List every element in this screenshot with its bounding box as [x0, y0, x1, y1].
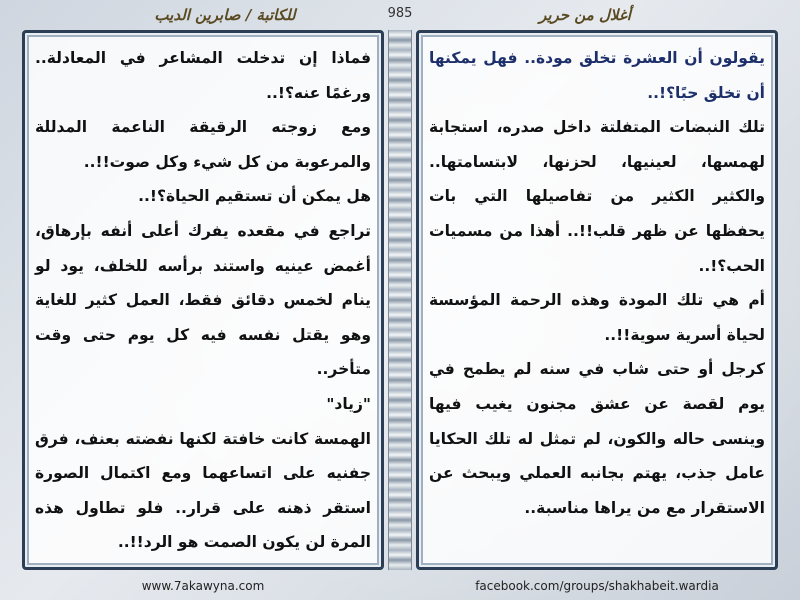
- author-header: للكاتبة / صابرين الديب: [154, 6, 296, 24]
- left-text-block: [35, 41, 371, 560]
- right-text-block: [429, 41, 765, 525]
- paragraph: ومع زوجته الرقيقة الناعمة المدللة والمرعوبة من كل شيء وكل صوت!!..: [35, 118, 371, 171]
- paragraph: أم هي تلك المودة وهذه الرحمة المؤسسة لحياة أسرية سوية!!..: [429, 291, 765, 344]
- paragraph: تراجع في مقعده يفرك أعلى أنفه بإرهاق، أغمض عينيه واستند برأسه للخلف، يود لو ينام لخمس دقائق فقط، العمل كثير للغاية وهو يقتل نفسه فيه كل يوم حتى وقت متأخر..: [35, 221, 371, 379]
- paragraph: فماذا إن تدخلت المشاعر في المعادلة.. ورغمًا عنه؟!..: [35, 49, 371, 102]
- paragraph: كرجل أو حتى شاب في سنه لم يطمح في يوم لقصة عن عشق مجنون يغيب فيها وينسى حاله والكون، لم تمثل له تلك الحكايا عامل جذب، يهتم بجانبه العملي ويبحث عن الاستقرار مع من يراها مناسبة..: [429, 360, 765, 517]
- paragraph-highlight: يقولون أن العشرة تخلق مودة.. فهل يمكنها أن تخلق حبًا؟!..: [429, 49, 765, 102]
- right-text-panel: [416, 30, 778, 570]
- left-text-panel: [22, 30, 384, 570]
- paragraph: "زياد": [326, 394, 371, 413]
- chain-divider: [388, 30, 412, 570]
- website-url: www.7akawyna.com: [141, 579, 265, 593]
- paragraph: تلك النبضات المتفلتة داخل صدره، استجابة لهمسها، لعينيها، لحزنها، لابتسامتها.. والكثير الكثير من تفاصيلها التي بات يحفظها عن ظهر قلب!!.. أهذا من مسميات الحب؟!..: [429, 118, 765, 275]
- facebook-url: facebook.com/groups/shakhabeit.wardia: [475, 579, 719, 593]
- book-title-header: أغلال من حرير: [539, 6, 631, 24]
- paragraph: الهمسة كانت خافتة لكنها نفضته بعنف، فرق جفنيه على اتساعهما ومع اكتمال الصورة استقر ذهنه على قرار.. فلو تطاول هذه المرة لن يكون الصمت هو الرد!!..: [35, 429, 371, 552]
- page-number: 985: [387, 6, 413, 21]
- paragraph: هل يمكن أن تستقيم الحياة؟!..: [138, 187, 371, 206]
